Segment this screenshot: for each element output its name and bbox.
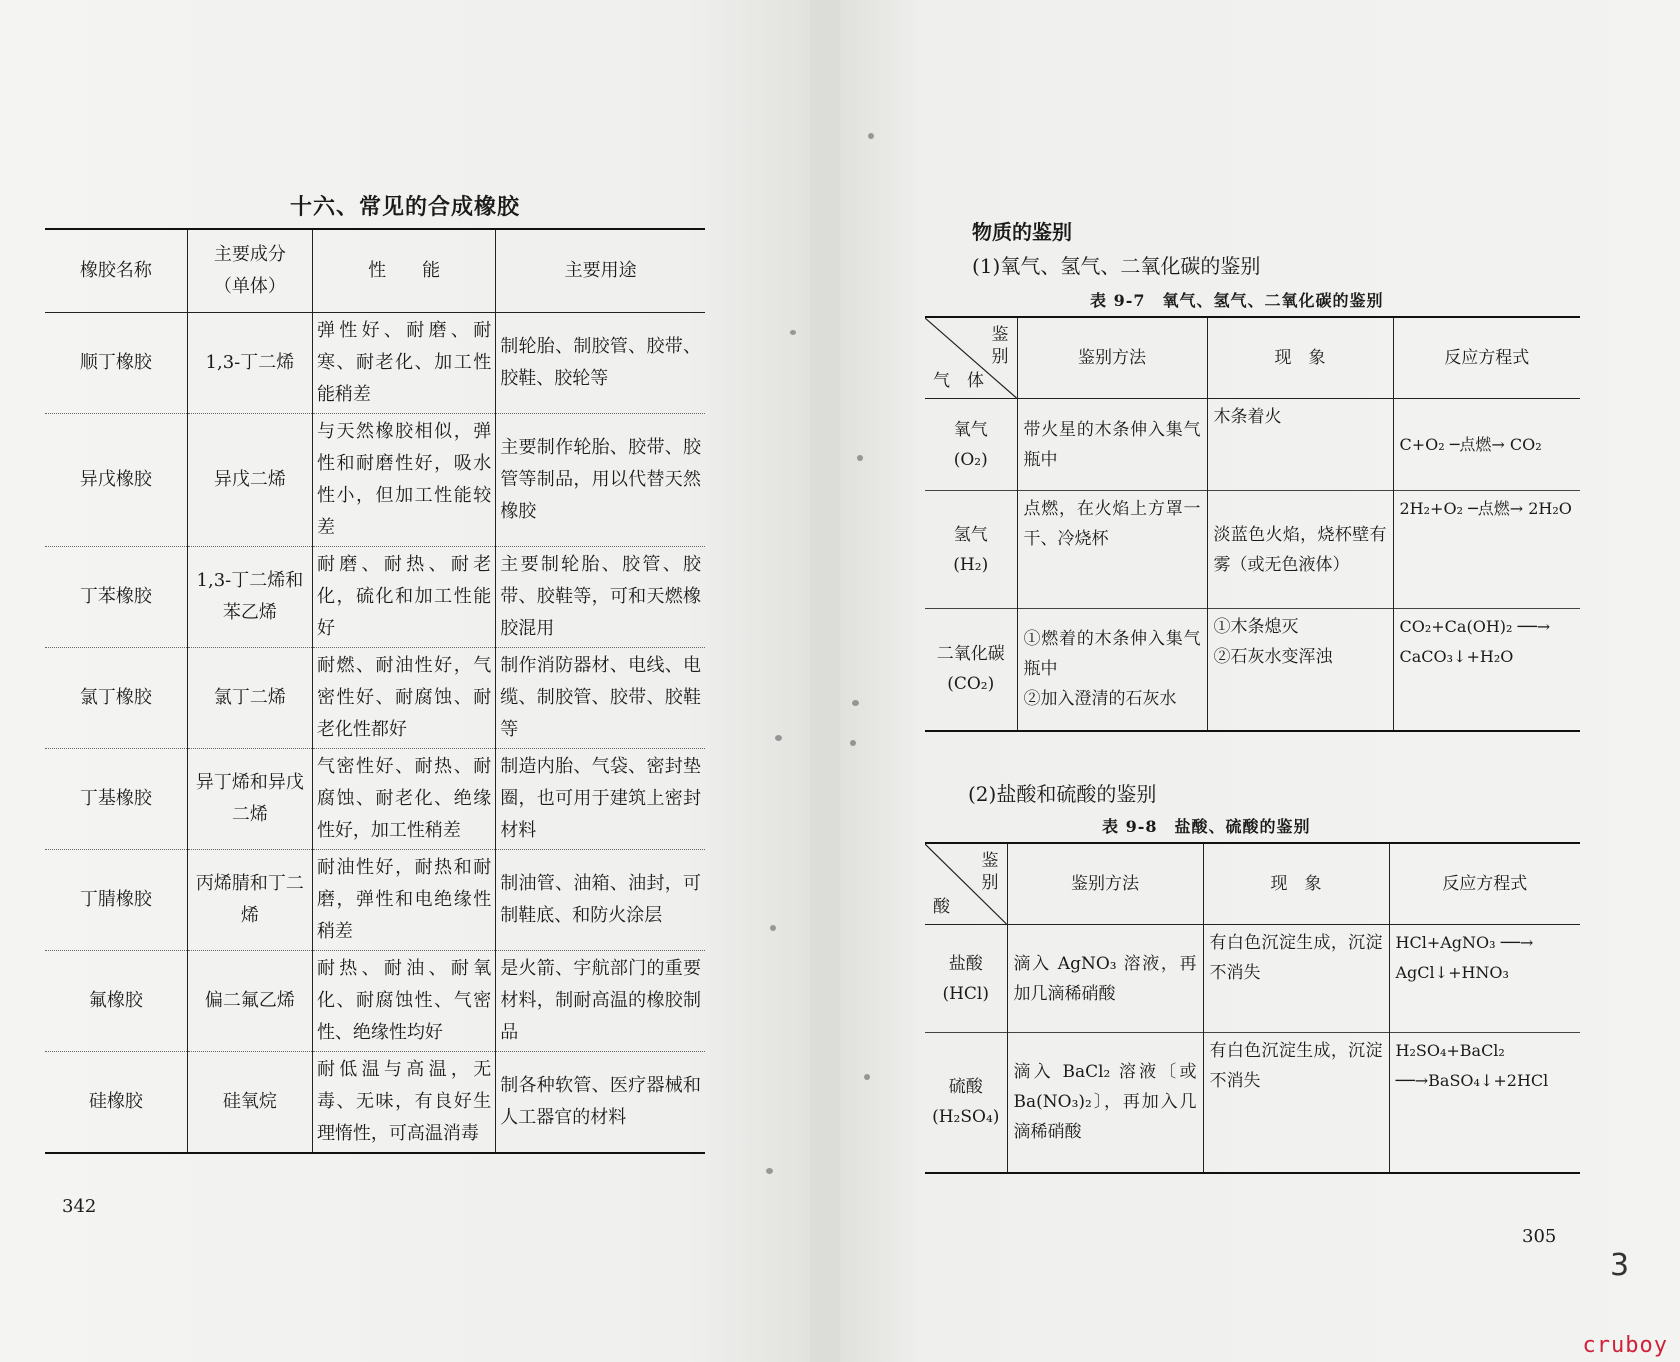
table-row [45,313,705,414]
rubber-name: 氯丁橡胶 [45,648,187,749]
rubber-use: 制造内胎、气袋、密封垫圈，也可用于建筑上密封材料 [496,749,705,850]
table-row [45,951,705,1052]
rubber-property: 气密性好、耐热、耐腐蚀、耐老化、绝缘性好，加工性稍差 [312,749,495,850]
left-page [0,0,810,1362]
table-row [925,491,1580,609]
rubber-monomer: 硅氧烷 [187,1052,312,1154]
reaction-equation: H₂SO₄+BaCl₂ ──→BaSO₄↓+2HCl [1389,1033,1580,1173]
subsection-title-1: (1)氧气、氢气、二氧化碳的鉴别 [972,254,1261,278]
phenomenon: 木条着火 [1207,399,1393,491]
punch-hole-mark [790,330,796,335]
corner-label-bottom: 气 体 [933,371,984,391]
rubber-property: 耐磨、耐热、耐老化，硫化和加工性能好 [312,547,495,648]
rubber-property: 耐油性好，耐热和耐磨，弹性和电绝缘性稍差 [312,850,495,951]
rubber-use: 制轮胎、制胶管、胶带、胶鞋、胶轮等 [496,313,705,414]
table-row [925,399,1580,491]
header-phenomenon: 现 象 [1203,843,1389,925]
corner-label-bottom: 酸 [933,897,950,917]
identify-method: 点燃，在火焰上方罩一干、冷烧杯 [1017,491,1207,609]
rubber-name: 丁基橡胶 [45,749,187,850]
reaction-equation: HCl+AgNO₃ ──→ AgCl↓+HNO₃ [1389,925,1580,1033]
table2-caption: 表 9-8 盐酸、硫酸的鉴别 [1102,817,1311,836]
rubber-property: 耐热、耐油、耐氧化、耐腐蚀性、气密性、绝缘性均好 [312,951,495,1052]
punch-hole-mark [852,700,859,706]
rubber-property: 耐燃、耐油性好，气密性好、耐腐蚀、耐老化性都好 [312,648,495,749]
identify-method: 滴入 BaCl₂ 溶液〔或 Ba(NO₃)₂〕，再加入几滴稀硝酸 [1007,1033,1203,1173]
reaction-equation: C+O₂ ─点燃→ CO₂ [1393,399,1580,491]
punch-hole-mark [864,1074,870,1080]
rubber-monomer: 1,3-丁二烯和苯乙烯 [187,547,312,648]
rubber-use: 主要制轮胎、胶管、胶带、胶鞋等，可和天燃橡胶混用 [496,547,705,648]
rubber-monomer: 丙烯腈和丁二烯 [187,850,312,951]
rubber-name: 氟橡胶 [45,951,187,1052]
punch-hole-mark [857,455,863,461]
reaction-equation: 2H₂+O₂ ─点燃→ 2H₂O [1393,491,1580,609]
punch-hole-mark [766,1168,773,1174]
synthetic-rubber-table [45,228,705,1154]
rubber-use: 制作消防器材、电线、电缆、制胶管、胶带、胶鞋等 [496,648,705,749]
gas-name: 氢气 (H₂) [925,491,1017,609]
reaction-equation: CO₂+Ca(OH)₂ ──→ CaCO₃↓+H₂O [1393,609,1580,731]
punch-hole-mark [770,925,776,931]
phenomenon: 有白色沉淀生成，沉淀不消失 [1203,1033,1389,1173]
rubber-use: 是火箭、宇航部门的重要材料，制耐高温的橡胶制品 [496,951,705,1052]
diagonal-corner-header [925,843,1007,925]
punch-hole-mark [775,735,782,741]
punch-hole-mark [850,740,856,746]
rubber-name: 丁苯橡胶 [45,547,187,648]
table-row [925,1033,1580,1173]
rubber-property: 弹性好、耐磨、耐寒、耐老化、加工性能稍差 [312,313,495,414]
header-phenomenon: 现 象 [1207,317,1393,399]
table-row [45,749,705,850]
diagonal-corner-header [925,317,1017,399]
identify-method: 滴入 AgNO₃ 溶液，再加几滴稀硝酸 [1007,925,1203,1033]
left-page-number: 342 [62,1196,97,1217]
rubber-name: 异戊橡胶 [45,414,187,547]
table-row [45,547,705,648]
gas-identification-table [925,316,1580,732]
section-title: 物质的鉴别 [972,220,1072,244]
subsection-title-2: (2)盐酸和硫酸的鉴别 [968,782,1157,806]
header-method: 鉴别方法 [1007,843,1203,925]
rubber-monomer: 氯丁二烯 [187,648,312,749]
rubber-name: 硅橡胶 [45,1052,187,1154]
table-row [925,609,1580,731]
acid-identification-table [925,842,1580,1174]
corner-label-top: 鉴 别 [981,851,999,893]
rubber-monomer: 1,3-丁二烯 [187,313,312,414]
phenomenon: 淡蓝色火焰，烧杯壁有雾（或无色液体） [1207,491,1393,609]
header-equation: 反应方程式 [1389,843,1580,925]
rubber-monomer: 异丁烯和异戊二烯 [187,749,312,850]
table-row [45,1052,705,1154]
header-equation: 反应方程式 [1393,317,1580,399]
table-header-row [925,317,1580,399]
punch-hole-mark [868,133,874,139]
phenomenon: 有白色沉淀生成，沉淀不消失 [1203,925,1389,1033]
rubber-property: 与天然橡胶相似，弹性和耐磨性好，吸水性小，但加工性能较差 [312,414,495,547]
table-row [45,414,705,547]
corner-label-top: 鉴 别 [991,325,1009,367]
gas-name: 二氧化碳 (CO₂) [925,609,1017,731]
table-row [925,925,1580,1033]
rubber-property: 耐低温与高温，无毒、无味，有良好生理惰性，可高温消毒 [312,1052,495,1154]
acid-name: 硫酸 (H₂SO₄) [925,1033,1007,1173]
header-monomer: 主要成分 （单体） [187,229,312,313]
header-name: 橡胶名称 [45,229,187,313]
header-property: 性 能 [312,229,495,313]
acid-name: 盐酸 (HCl) [925,925,1007,1033]
table-row [45,850,705,951]
rubber-monomer: 偏二氟乙烯 [187,951,312,1052]
identify-method: 带火星的木条伸入集气瓶中 [1017,399,1207,491]
rubber-name: 丁腈橡胶 [45,850,187,951]
header-method: 鉴别方法 [1017,317,1207,399]
rubber-name: 顺丁橡胶 [45,313,187,414]
rubber-use: 制油管、油箱、油封，可制鞋底、和防火涂层 [496,850,705,951]
watermark: cruboy [1582,1333,1668,1358]
table1-caption: 表 9-7 氧气、氢气、二氧化碳的鉴别 [1090,291,1384,310]
right-page-number: 305 [1522,1226,1557,1247]
phenomenon: ①木条熄灭 ②石灰水变浑浊 [1207,609,1393,731]
rubber-use: 制各种软管、医疗器械和人工器官的材料 [496,1052,705,1154]
table-header-row [45,229,705,313]
left-page-title: 十六、常见的合成橡胶 [289,194,520,220]
gas-name: 氧气 (O₂) [925,399,1017,491]
book-gutter [810,0,840,1362]
rubber-use: 主要制作轮胎、胶带、胶管等制品，用以代替天然橡胶 [496,414,705,547]
rubber-monomer: 异戊二烯 [187,414,312,547]
header-use: 主要用途 [496,229,705,313]
identify-method: ①燃着的木条伸入集气瓶中 ②加入澄清的石灰水 [1017,609,1207,731]
table-row [45,648,705,749]
handwritten-page-mark: 3 [1610,1248,1630,1283]
table-header-row [925,843,1580,925]
